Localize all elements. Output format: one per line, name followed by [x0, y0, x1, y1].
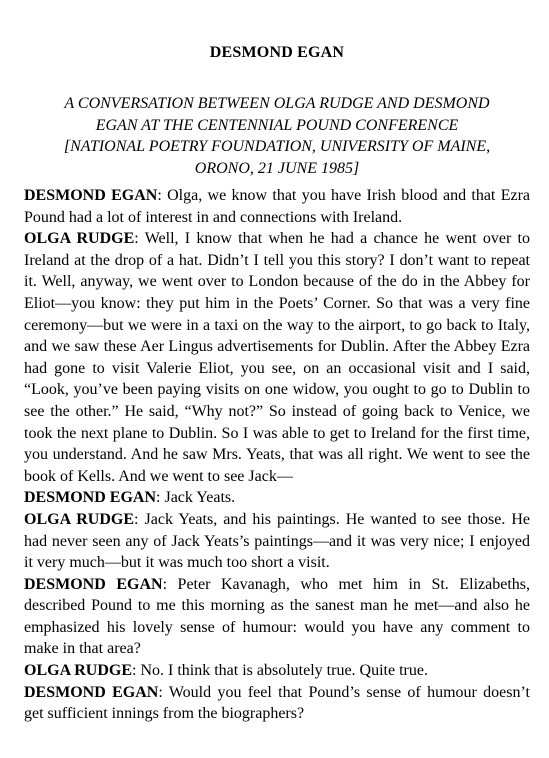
speaker-name: DESMOND EGAN [24, 683, 159, 701]
dialogue-turn [24, 682, 530, 725]
page-heading: DESMOND EGAN [209, 44, 345, 61]
subtitle-line: EGAN AT THE CENTENNIAL POUND CONFERENCE [95, 116, 459, 134]
speaker-name: OLGA RUDGE [24, 230, 135, 248]
dialogue-turn [24, 185, 530, 228]
speaker-name: DESMOND EGAN [24, 489, 157, 507]
subtitle [24, 93, 530, 179]
speaker-name: DESMOND EGAN [24, 575, 163, 593]
dialogue-turn [24, 487, 530, 509]
turn-text: : Olga, we know that you have Irish blood and that Ezra Pound had a lot of interest in and connections with Ireland. [24, 187, 531, 226]
turn-text: : Peter Kavanagh, who met him in St. Elizabeths, described Pound to me this morning as the sanest man he met—and also he emphasized his lovely sense of humour: would you have any comment to make in that area? [24, 575, 530, 658]
subtitle-line: [NATIONAL POETRY FOUNDATION, UNIVERSITY OF MAINE, [63, 138, 491, 155]
subtitle-line: A CONVERSATION BETWEEN OLGA RUDGE AND DESMOND [64, 95, 490, 112]
dialogue-turn [24, 574, 530, 660]
turn-text: : Would you feel that Pound’s sense of humour doesn’t get sufficient innings from the biographers? [24, 683, 530, 723]
turn-text: : Well, I know that when he had a chance he went over to Ireland at the drop of a hat. Didn’t I tell you this story? I don’t want to repeat it. Well, anyway, we went over to London because of the do in the Abbey for Eliot—you know: they put him in the Poets’ Corner. So that was a very fine ceremony—but we were in a taxi on the way to the airport, to go back to Italy, and we saw these Aer Lingus advertisements for Dublin. After the Abbey Ezra had gone to visit Valerie Eliot, you see, on an occasional visit and I said, “Look, you’ve been paying visits on one widow, you ought to go to Dublin to see the other.” He said, “Why not?” So instead of going back to Venice, we took the next plane to Dublin. So I was able to get to Ireland for the first time, you understand. And he saw Mrs. Yeats, that was all right. We went to see the book of Kells. And we went to see Jack— [24, 230, 530, 485]
turn-text: : Jack Yeats. [156, 489, 236, 507]
subtitle-line: ORONO, 21 JUNE 1985] [194, 159, 360, 177]
dialogue-turn [24, 509, 530, 574]
dialogue [24, 185, 530, 725]
speaker-name: OLGA RUDGE [24, 662, 133, 680]
turn-text: : No. I think that is absolutely true. Quite true. [132, 662, 428, 680]
dialogue-turn [24, 660, 530, 682]
turn-text: : Jack Yeats, and his paintings. He wanted to see those. He had never seen any of Jack Yeats’s paintings—and it was very nice; I enjoyed it very much—but it was much too short a visit. [24, 510, 531, 572]
dialogue-turn [24, 228, 530, 487]
speaker-name: OLGA RUDGE [24, 510, 135, 528]
speaker-name: DESMOND EGAN [24, 187, 158, 204]
